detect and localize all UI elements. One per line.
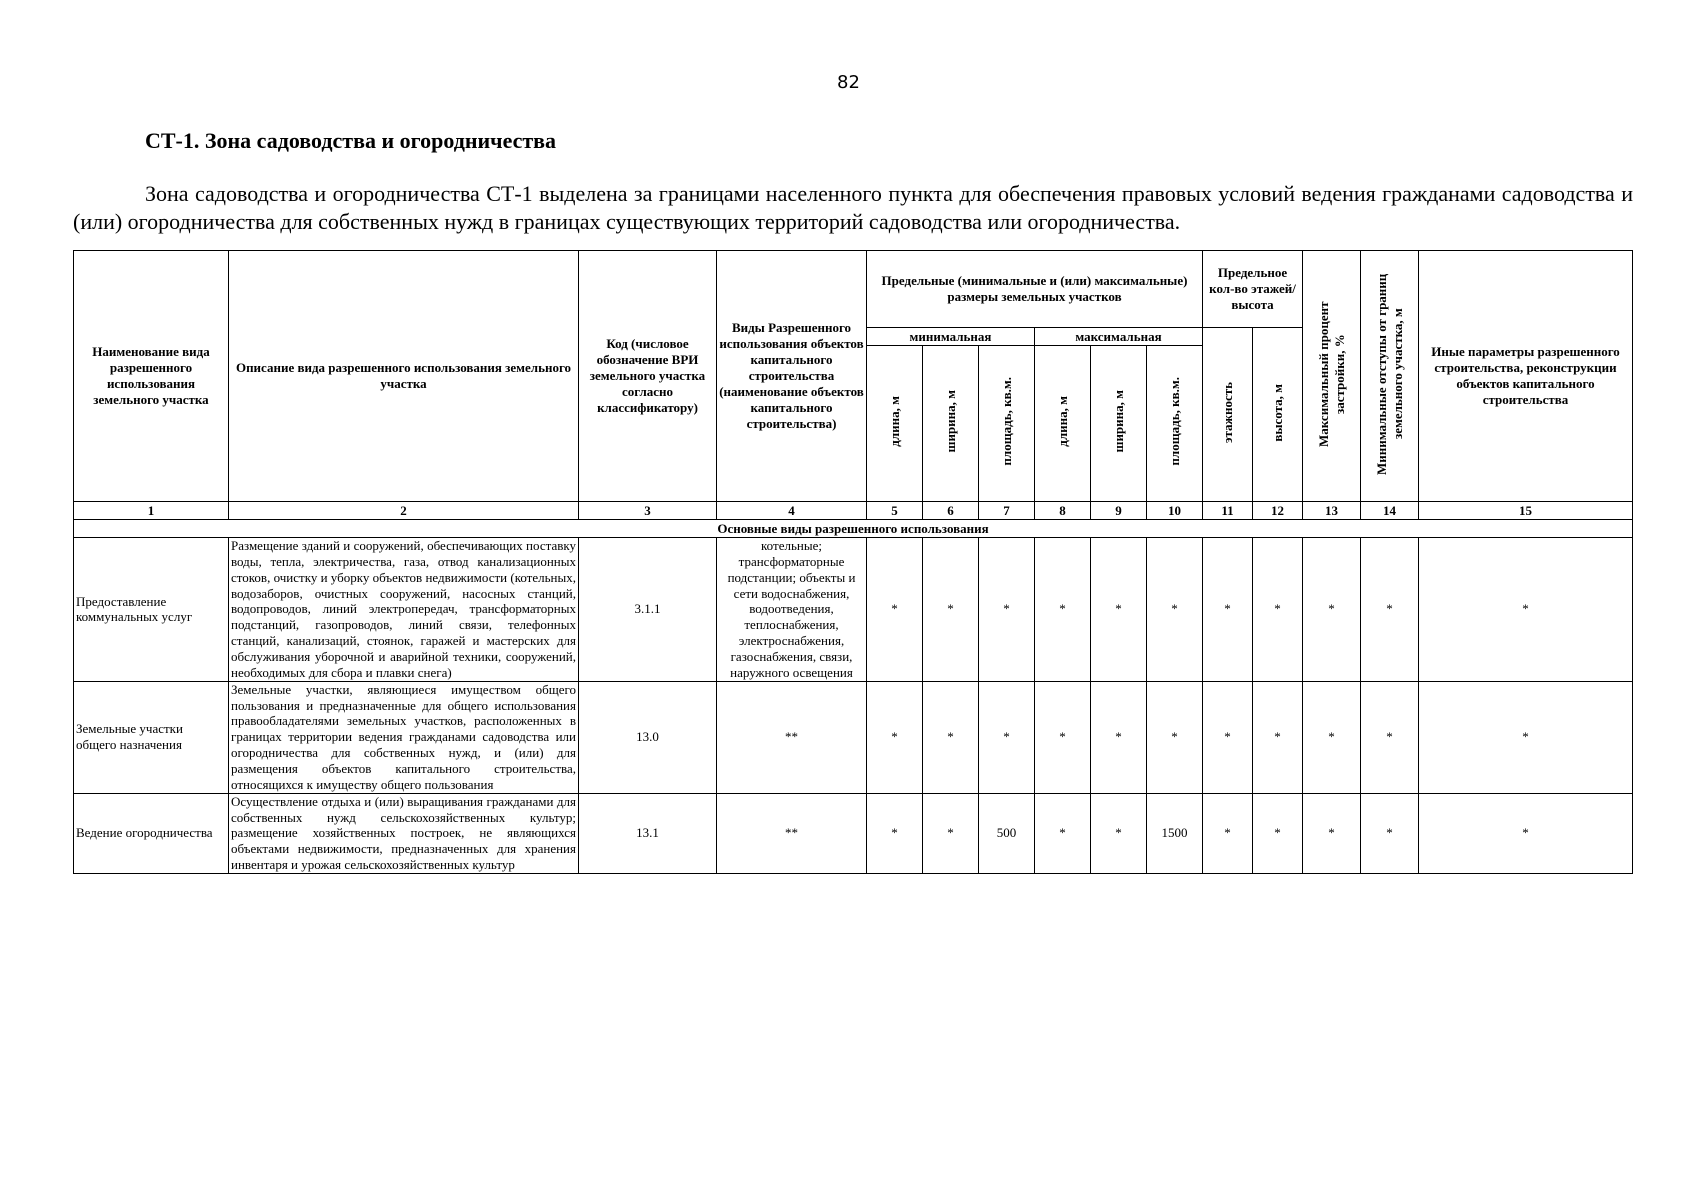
max-area-value: *: [1147, 538, 1203, 682]
setback-value: *: [1361, 538, 1419, 682]
min-width-value: *: [923, 793, 979, 873]
column-number: 6: [923, 502, 979, 520]
floors-value: *: [1203, 538, 1253, 682]
min-length-value: *: [867, 793, 923, 873]
other-params-value: *: [1419, 538, 1633, 682]
column-number: 1: [74, 502, 229, 520]
setback-value: *: [1361, 681, 1419, 793]
min-width-value: *: [923, 681, 979, 793]
vri-name: Ведение огородничества: [74, 793, 229, 873]
vri-code: 3.1.1: [579, 538, 717, 682]
header-floors: этажность: [1203, 328, 1253, 502]
setback-value: *: [1361, 793, 1419, 873]
column-number: 12: [1253, 502, 1303, 520]
header-min-area: площадь, кв.м.: [979, 346, 1035, 502]
min-area-value: *: [979, 538, 1035, 682]
vri-code: 13.1: [579, 793, 717, 873]
min-length-value: *: [867, 681, 923, 793]
building-percent-value: *: [1303, 793, 1361, 873]
header-other-params: Иные параметры разрешенного строительства, реконструкции объектов капитального строительства: [1419, 251, 1633, 502]
header-maximal: максимальная: [1035, 328, 1203, 346]
header-height: высота, м: [1253, 328, 1303, 502]
floors-value: *: [1203, 681, 1253, 793]
vri-name: Земельные участки общего назначения: [74, 681, 229, 793]
max-area-value: *: [1147, 681, 1203, 793]
height-value: *: [1253, 538, 1303, 682]
column-number: 10: [1147, 502, 1203, 520]
column-number: 4: [717, 502, 867, 520]
oks-types: котельные; трансформаторные подстанции; объекты и сети водоснабжения, водоотведения, теплоснабжения, электроснабжения, газоснабжения, связи, наружного освещения: [717, 538, 867, 682]
header-max-width: ширина, м: [1091, 346, 1147, 502]
column-number: 3: [579, 502, 717, 520]
column-number: 11: [1203, 502, 1253, 520]
max-width-value: *: [1091, 681, 1147, 793]
max-length-value: *: [1035, 681, 1091, 793]
header-max-area: площадь, кв.м.: [1147, 346, 1203, 502]
column-number: 8: [1035, 502, 1091, 520]
header-minimal: минимальная: [867, 328, 1035, 346]
table-row: [74, 793, 1633, 873]
header-vri-code: Код (числовое обозначение ВРИ земельного участка согласно классификатору): [579, 251, 717, 502]
column-number: 15: [1419, 502, 1633, 520]
header-plot-size-limits: Предельные (минимальные и (или) максимальные) размеры земельных участков: [867, 251, 1203, 328]
header-oks-types: Виды Разрешенного использования объектов капитального строительства (наименование объектов капитального строительства): [717, 251, 867, 502]
min-width-value: *: [923, 538, 979, 682]
oks-types: **: [717, 793, 867, 873]
header-max-building-percent: Максимальный процент застройки, %: [1303, 251, 1361, 502]
min-length-value: *: [867, 538, 923, 682]
min-area-value: 500: [979, 793, 1035, 873]
header-vri-description: Описание вида разрешенного использования земельного участка: [229, 251, 579, 502]
height-value: *: [1253, 681, 1303, 793]
header-vri-name: Наименование вида разрешенного использования земельного участка: [74, 251, 229, 502]
vri-name: Предоставление коммунальных услуг: [74, 538, 229, 682]
intro-paragraph: Зона садоводства и огородничества СТ-1 выделена за границами населенного пункта для обеспечения правовых условий ведения гражданами садоводства и (или) огородничества для собственных нужд в границах существующих территорий садоводства или огородничества.: [73, 181, 1633, 234]
table-row: [74, 538, 1633, 682]
building-percent-value: *: [1303, 538, 1361, 682]
max-length-value: *: [1035, 538, 1091, 682]
column-number: 2: [229, 502, 579, 520]
header-min-width: ширина, м: [923, 346, 979, 502]
other-params-value: *: [1419, 793, 1633, 873]
vri-description: Осуществление отдыха и (или) выращивания гражданами для собственных нужд сельскохозяйственных культур; размещение хозяйственных построек, не являющихся объектами недвижимости, предназначенных для хранения инвентаря и урожая сельскохозяйственных культур: [229, 793, 579, 873]
header-min-length: длина, м: [867, 346, 923, 502]
header-min-setbacks: Минимальные отступы от границ земельного участка, м: [1361, 251, 1419, 502]
max-length-value: *: [1035, 793, 1091, 873]
column-number: 5: [867, 502, 923, 520]
regulations-table: [73, 250, 1633, 874]
vri-description: Размещение зданий и сооружений, обеспечивающих поставку воды, тепла, электричества, газа, отвод канализационных стоков, очистку и уборку объектов недвижимости (котельных, водозаборов, очистных сооружений, насосных станций, водопроводов, линий электропередач, трансформаторных подстанций, газопроводов, линий связи, телефонных станций, канализаций, стоянок, гаражей и мастерских для обслуживания уборочной и аварийной техники, сооружений, необходимых для сбора и плавки снега): [229, 538, 579, 682]
page-title: СТ-1. Зона садоводства и огородничества: [145, 128, 557, 153]
min-area-value: *: [979, 681, 1035, 793]
header-floors-height: Предельное кол-во этажей/ высота: [1203, 251, 1303, 328]
max-width-value: *: [1091, 793, 1147, 873]
column-number: 14: [1361, 502, 1419, 520]
column-number: 13: [1303, 502, 1361, 520]
column-number: 7: [979, 502, 1035, 520]
header-max-length: длина, м: [1035, 346, 1091, 502]
max-width-value: *: [1091, 538, 1147, 682]
max-area-value: 1500: [1147, 793, 1203, 873]
other-params-value: *: [1419, 681, 1633, 793]
vri-code: 13.0: [579, 681, 717, 793]
building-percent-value: *: [1303, 681, 1361, 793]
floors-value: *: [1203, 793, 1253, 873]
section-title: Основные виды разрешенного использования: [74, 520, 1633, 538]
column-number: 9: [1091, 502, 1147, 520]
vri-description: Земельные участки, являющиеся имуществом общего пользования и предназначенные для общего использования правообладателями земельных участков, расположенных в границах территории ведения гражданами садоводства или огородничества для собственных нужд, и (или) для размещения объектов капитального строительства, относящихся к имуществу общего пользования: [229, 681, 579, 793]
page-number: 82: [837, 72, 860, 93]
table-row: [74, 681, 1633, 793]
height-value: *: [1253, 793, 1303, 873]
oks-types: **: [717, 681, 867, 793]
